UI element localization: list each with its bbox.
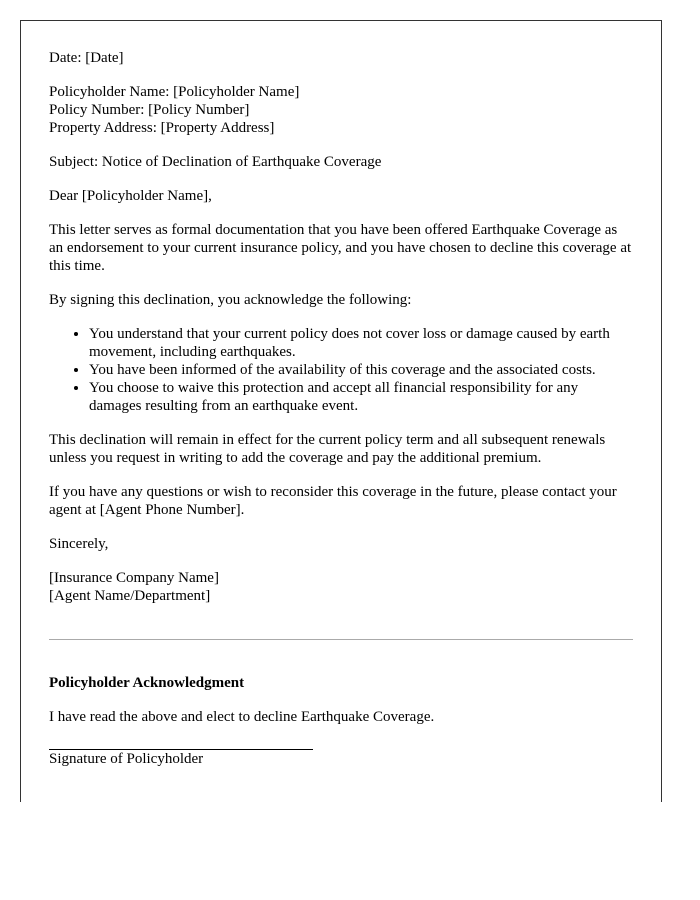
acknowledgment-heading: Policyholder Acknowledgment <box>49 675 245 691</box>
date-line: Date: [Date] <box>49 50 124 66</box>
list-item: • You choose to waive this protection and accept all financial responsibility for any damages resulting from an earthquake event. <box>89 379 633 415</box>
salutation: Dear [Policyholder Name], <box>49 188 212 204</box>
agent-name: [Agent Name/Department] <box>49 588 211 604</box>
section-divider <box>49 639 633 640</box>
acknowledgment-statement: I have read the above and elect to decline Earthquake Coverage. <box>49 709 435 725</box>
acknowledgment-list <box>49 325 633 415</box>
paragraph-term: This declination will remain in effect for the current policy term and all subsequent renewals unless you request in writing to add the coverage and pay the additional premium. <box>49 432 606 466</box>
list-item: • You understand that your current policy does not cover loss or damage caused by earth movement, including earthquakes. <box>89 325 633 361</box>
signature-label: Signature of Policyholder <box>49 751 204 767</box>
signature-line <box>49 749 313 768</box>
policyholder-name-line: Policyholder Name: [Policyholder Name] <box>49 84 300 100</box>
policy-number-line: Policy Number: [Policy Number] <box>49 102 250 118</box>
signature-block <box>49 569 633 605</box>
list-item: • You have been informed of the availability of this coverage and the associated costs. <box>89 361 633 379</box>
policy-details <box>49 83 633 137</box>
subject-line: Subject: Notice of Declination of Earthquake Coverage <box>49 154 382 170</box>
letter-page <box>20 20 662 802</box>
closing: Sincerely, <box>49 536 109 552</box>
paragraph-contact: If you have any questions or wish to reconsider this coverage in the future, please contact your agent at [Agent Phone Number]. <box>49 484 617 518</box>
paragraph-acknowledge-intro: By signing this declination, you acknowledge the following: <box>49 292 412 308</box>
letter-body <box>49 49 633 768</box>
property-address-line: Property Address: [Property Address] <box>49 120 275 136</box>
company-name: [Insurance Company Name] <box>49 570 219 586</box>
paragraph-offer: This letter serves as formal documentation that you have been offered Earthquake Coverage as an endorsement to your current insurance policy, and you have chosen to decline this coverage at this time. <box>49 222 632 274</box>
